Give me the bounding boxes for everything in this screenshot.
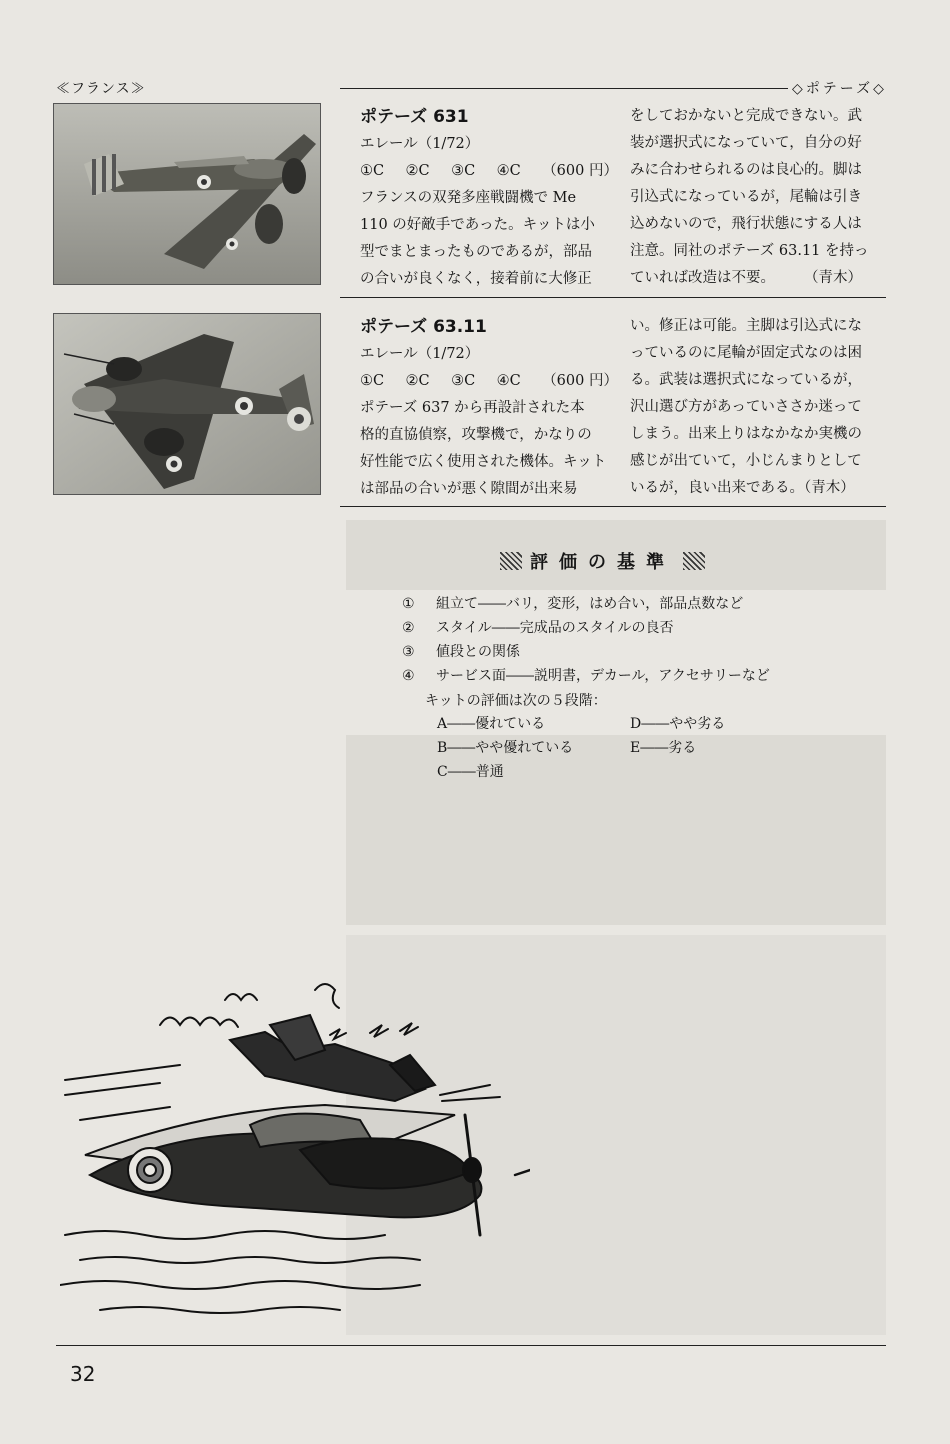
review-line: っているのに尾輪が固定式なのは困 — [630, 345, 862, 361]
criteria-item — [402, 616, 770, 640]
criteria-text: 組立て――バリ，変形，はめ合い，部品点数など — [436, 596, 744, 612]
review-line: 装が選択式になっていて，自分の好 — [630, 135, 862, 151]
aircraft-illustration — [60, 965, 530, 1325]
criteria-text: サービス面――説明書，デカール，アクセサリーなど — [436, 668, 770, 684]
kit-title: ポテーズ 631 — [360, 107, 469, 127]
review-line: 注意。同社のポテーズ 63.11 を持っ — [630, 243, 869, 259]
review-line: 110 の好敵手であった。キットは小 — [360, 217, 595, 233]
footer-rule — [56, 1345, 886, 1346]
grade-intro: キットの評価は次の５段階： — [425, 693, 607, 709]
kit-maker: エレール（1/72） — [360, 136, 480, 152]
review-line: みに合わせられるのは良心的。脚は — [630, 162, 862, 178]
criteria-number: ③ — [402, 644, 415, 660]
entry-divider — [340, 506, 886, 507]
criteria-number: ① — [402, 596, 415, 612]
review-line: しまう。出来上りはなかなか実機の — [630, 426, 862, 442]
kit-price: （600 円） — [542, 163, 618, 179]
review-line: る。武装は選択式になっているが， — [630, 372, 862, 388]
topic-label: ◇ポテーズ◇ — [792, 81, 887, 97]
review-column-left — [360, 103, 618, 293]
review-line: 感じが出ていて，小じんまりとして — [630, 453, 862, 469]
review-line: い。修正は可能。主脚は引込式にな — [630, 318, 862, 334]
review-column-right — [630, 313, 886, 502]
bleed-through — [346, 735, 886, 925]
hatch-ornament — [500, 552, 522, 570]
review-column-right — [630, 103, 886, 292]
section-label: ≪フランス≫ — [56, 81, 146, 97]
grade-c: C――普通 — [437, 764, 504, 780]
criteria-item — [402, 592, 770, 616]
criteria-number: ④ — [402, 668, 415, 684]
rating-service: ④C — [496, 163, 521, 179]
rating-price: ③C — [451, 163, 476, 179]
review-line: 型でまとまったものであるが，部品 — [360, 244, 592, 260]
kit-title: ポテーズ 63.11 — [360, 317, 487, 337]
review-column-left — [360, 313, 618, 503]
rating-assembly: ①C — [360, 373, 385, 389]
grade-a: A――優れている — [437, 716, 546, 732]
criteria-list — [402, 592, 770, 688]
review-line: 格的直協偵察，攻撃機で，かなりの — [360, 427, 592, 443]
rating-style: ②C — [405, 163, 430, 179]
kit-price: （600 円） — [542, 373, 618, 389]
grade-list-right — [630, 712, 725, 760]
header-rule — [340, 88, 788, 89]
criteria-title: 評価の基準 — [530, 552, 675, 573]
entry-divider — [340, 297, 886, 298]
review-line: 込めないので，飛行状態にする人は — [630, 216, 862, 232]
criteria-text: 値段との関係 — [436, 644, 520, 660]
review-line: は部品の合いが悪く隙間が出来易 — [360, 481, 578, 497]
criteria-item — [402, 664, 770, 688]
grade-list-left — [437, 712, 573, 784]
review-line: の合いが良くなく，接着前に大修正 — [360, 271, 592, 287]
review-line: をしておかないと完成できない。武 — [630, 108, 862, 124]
grade-e: E――劣る — [630, 740, 697, 756]
review-line: ポテーズ 637 から再設計された本 — [360, 400, 585, 416]
kit-photo-potez-631 — [53, 103, 321, 285]
kit-ratings — [360, 368, 618, 395]
criteria-item — [402, 640, 770, 664]
rating-style: ②C — [405, 373, 430, 389]
rating-assembly: ①C — [360, 163, 385, 179]
page-number: 32 — [70, 1362, 96, 1386]
review-line: 引込式になっているが，尾輪は引き — [630, 189, 862, 205]
kit-ratings — [360, 158, 618, 185]
criteria-number: ② — [402, 620, 415, 636]
review-line: いるが，良い出来である。（青木） — [630, 480, 855, 496]
kit-photo-potez-63-11 — [53, 313, 321, 495]
rating-price: ③C — [451, 373, 476, 389]
rating-service: ④C — [496, 373, 521, 389]
kit-maker: エレール（1/72） — [360, 346, 480, 362]
review-line: フランスの双発多座戦闘機で Me — [360, 190, 577, 206]
grade-b: B――やや優れている — [437, 740, 574, 756]
hatch-ornament — [683, 552, 705, 570]
review-line: ていれば改造は不要。 （青木） — [630, 270, 862, 286]
criteria-heading — [492, 548, 713, 574]
grade-d: D――やや劣る — [630, 716, 726, 732]
review-line: 沢山選び方があっていささか迷って — [630, 399, 862, 415]
review-line: 好性能で広く使用された機体。キット — [360, 454, 607, 470]
criteria-text: スタイル――完成品のスタイルの良否 — [436, 620, 674, 636]
